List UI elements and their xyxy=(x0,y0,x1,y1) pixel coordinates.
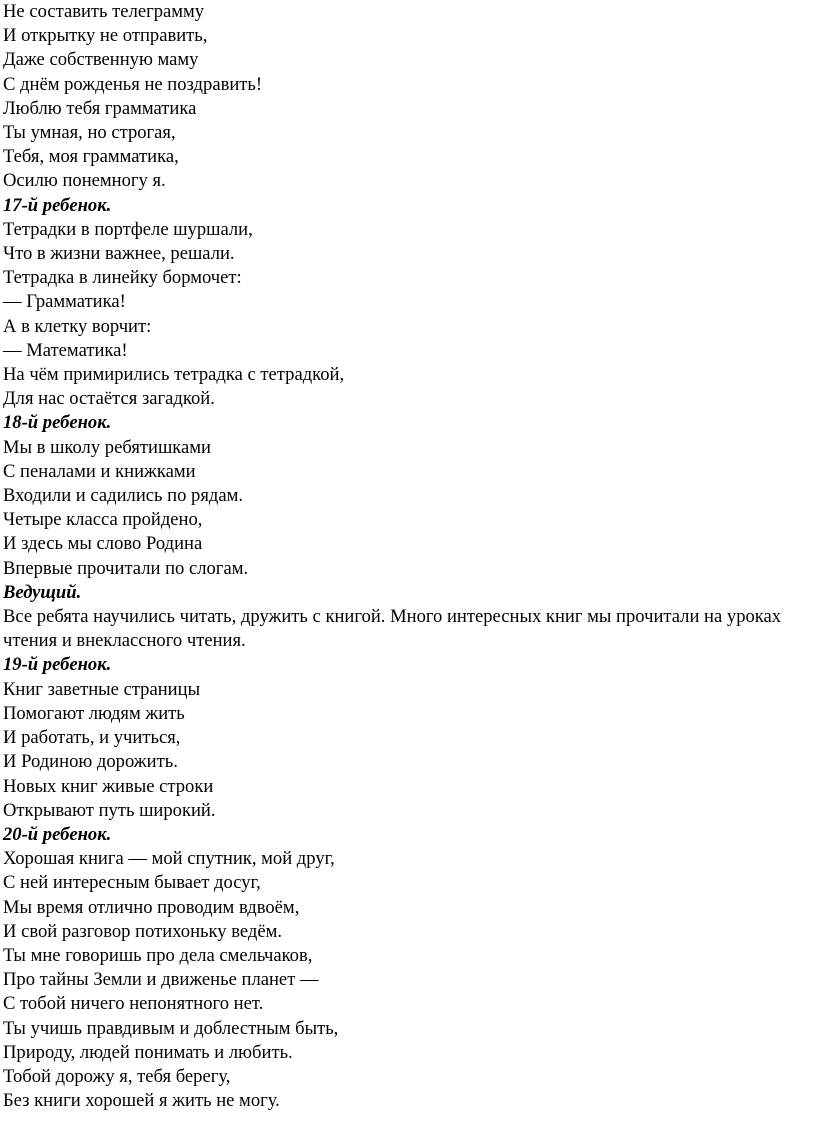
poem-line: Люблю тебя грамматика xyxy=(3,97,197,119)
poem-line: Тетрадки в портфеле шуршали, xyxy=(3,218,253,240)
poem-line: Без книги хорошей я жить не могу. xyxy=(3,1090,280,1112)
poem-line: Тобой дорожу я, тебя берегу, xyxy=(3,1065,231,1087)
poem-line: Не составить телеграмму xyxy=(3,1,205,22)
speaker-heading: Ведущий. xyxy=(3,581,82,603)
poem-line: И открытку не отправить, xyxy=(3,25,208,47)
poem-line: — Грамматика! xyxy=(3,291,126,313)
poem-line: Новых книг живые строки xyxy=(3,775,214,797)
poem-line: Что в жизни важнее, решали. xyxy=(3,243,235,265)
poem-line: Помогают людям жить xyxy=(3,702,185,724)
poem-line: А в клетку ворчит: xyxy=(3,315,152,337)
poem-line: Ты учишь правдивым и доблестным быть, xyxy=(3,1017,339,1039)
poem-line: Для нас остаётся загадкой. xyxy=(3,388,215,410)
poem-line: Мы время отлично проводим вдвоём, xyxy=(3,896,300,918)
poem-line: Осилю понемногу я. xyxy=(3,170,166,192)
speaker-heading: 20-й ребенок. xyxy=(3,823,112,845)
poem-line: Входили и садились по рядам. xyxy=(3,485,244,507)
poem-line: С пеналами и книжками xyxy=(3,460,196,482)
poem-line: Книг заветные страницы xyxy=(3,678,201,700)
poem-line: Тетрадка в линейку бормочет: xyxy=(3,267,242,289)
poem-line: Тебя, моя грамматика, xyxy=(3,146,179,168)
speaker-heading: 17-й ребенок. xyxy=(3,194,112,216)
poem-line: Про тайны Земли и движенье планет — xyxy=(3,969,319,991)
poem-line: С ней интересным бывает досуг, xyxy=(3,872,261,894)
poem-line: Четыре класса пройдено, xyxy=(3,509,203,531)
poem-line: С тобой ничего непонятного нет. xyxy=(3,993,264,1015)
speaker-heading: 19-й ребенок. xyxy=(3,654,112,676)
poem-line: Даже собственную маму xyxy=(3,49,199,71)
poem-line: И здесь мы слово Родина xyxy=(3,533,203,555)
poem-line: С днём рожденья не поздравить! xyxy=(3,73,263,95)
poem-line: На чём примирились тетрадка с тетрадкой, xyxy=(3,364,345,386)
poem-line: Ты умная, но строгая, xyxy=(3,122,176,144)
poem-line: — Математика! xyxy=(3,339,128,361)
poem-line: Природу, людей понимать и любить. xyxy=(3,1041,293,1063)
poem-line: Открывают путь широкий. xyxy=(3,799,216,821)
poem-line: И свой разговор потихоньку ведём. xyxy=(3,920,283,942)
poem-line: Ты мне говоришь про дела смельчаков, xyxy=(3,944,313,966)
speaker-heading: 18-й ребенок. xyxy=(3,412,112,434)
prose-paragraph: Все ребята научились читать, дружить с книгой. Много интересных книг мы прочитали на уроках чтения и внеклассного чтения. xyxy=(3,606,782,652)
poem-line: Мы в школу ребятишками xyxy=(3,436,211,458)
poem-line: Впервые прочитали по слогам. xyxy=(3,557,249,579)
poem-line: И работать, и учиться, xyxy=(3,727,181,749)
poem-line: Хорошая книга — мой спутник, мой друг, xyxy=(3,848,335,870)
poem-line: И Родиною дорожить. xyxy=(3,751,178,773)
